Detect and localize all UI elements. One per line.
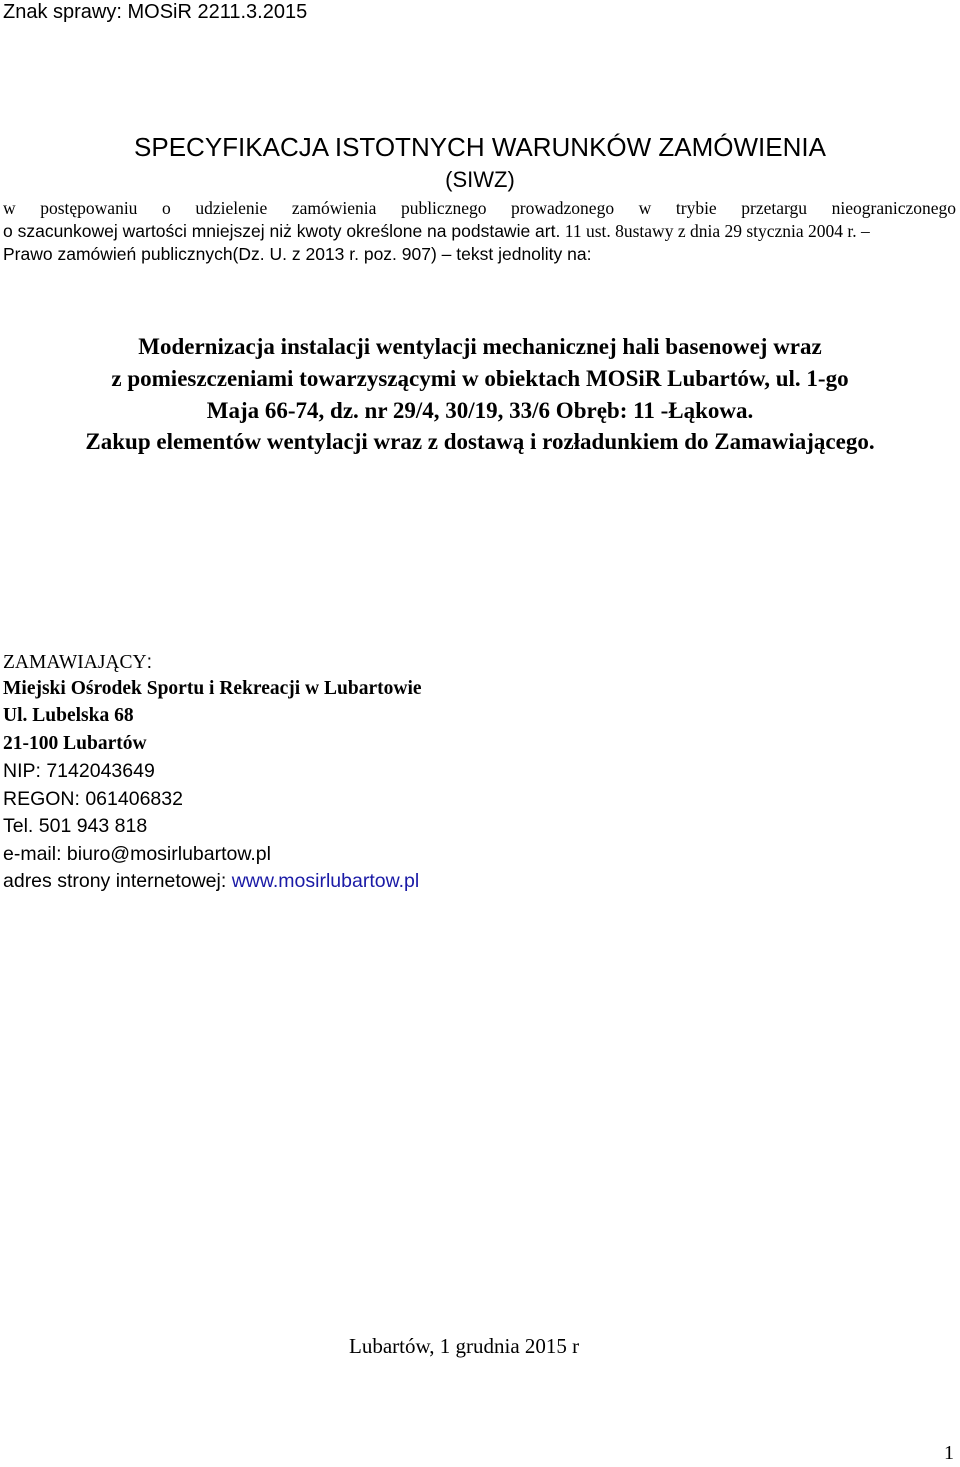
subject-line-4: Zakup elementów wentylacji wraz z dostawą i rozładunkiem do Zamawiającego. (85, 429, 875, 454)
intro-line-3-part-2: 907) – tekst jednolity na: (396, 244, 592, 264)
intro-line-2-part-2: 11 ust. 8ustawy z dnia 29 stycznia 2004 r. – (560, 221, 870, 241)
buyer-heading (3, 649, 152, 676)
buyer-tel: Tel. 501 943 818 (3, 815, 148, 837)
buyer-nip: NIP: 7142043649 (3, 760, 155, 782)
buyer-name: Miejski Ośrodek Sportu i Rekreacji w Lubartowie (3, 678, 422, 699)
buyer-street: Ul. Lubelska 68 (3, 705, 134, 726)
buyer-email: e-mail: biuro@mosirlubartow.pl (3, 843, 271, 865)
intro-line-2-part-1: o szacunkowej wartości mniejszej niż kwoty określone na podstawie art. (3, 221, 561, 241)
place-date: Lubartów, 1 grudnia 2015 r (349, 1334, 580, 1358)
page-number: 1 (944, 1442, 954, 1464)
buyer-website (3, 868, 419, 894)
document-title: SPECYFIKACJA ISTOTNYCH WARUNKÓW ZAMÓWIENIA (134, 132, 826, 162)
document-abbreviation: (SIWZ) (445, 167, 515, 192)
buyer-city: 21-100 Lubartów (3, 733, 147, 754)
subject-line-3: Maja 66-74, dz. nr 29/4, 30/19, 33/6 Obręb: 11 -Łąkowa. (206, 398, 754, 423)
buyer-regon: REGON: 061406832 (3, 788, 183, 810)
intro-line-3-part-1: Prawo zamówień publicznych(Dz. U. z 2013 r. poz. (3, 244, 397, 264)
website-link[interactable]: www.mosirlubartow.pl (231, 870, 420, 892)
subject-line-1: Modernizacja instalacji wentylacji mechanicznej hali basenowej wraz (138, 334, 822, 359)
subject-line-2: z pomieszczeniami towarzyszącymi w obiektach MOSiR Lubartów, ul. 1-go (111, 366, 849, 391)
intro-line-2 (3, 220, 870, 242)
case-reference: Znak sprawy: MOSiR 2211.3.2015 (3, 1, 308, 23)
intro-line-3 (3, 243, 591, 265)
intro-line-1: w postępowaniu o udzielenie zamówienia publicznego prowadzonego w trybie przetargu nieograniczonego (3, 198, 956, 218)
buyer-heading-colon: : (146, 651, 153, 673)
website-label: adres strony internetowej: (3, 870, 232, 892)
buyer-heading-label: ZAMAWIAJĄCY (3, 652, 147, 673)
